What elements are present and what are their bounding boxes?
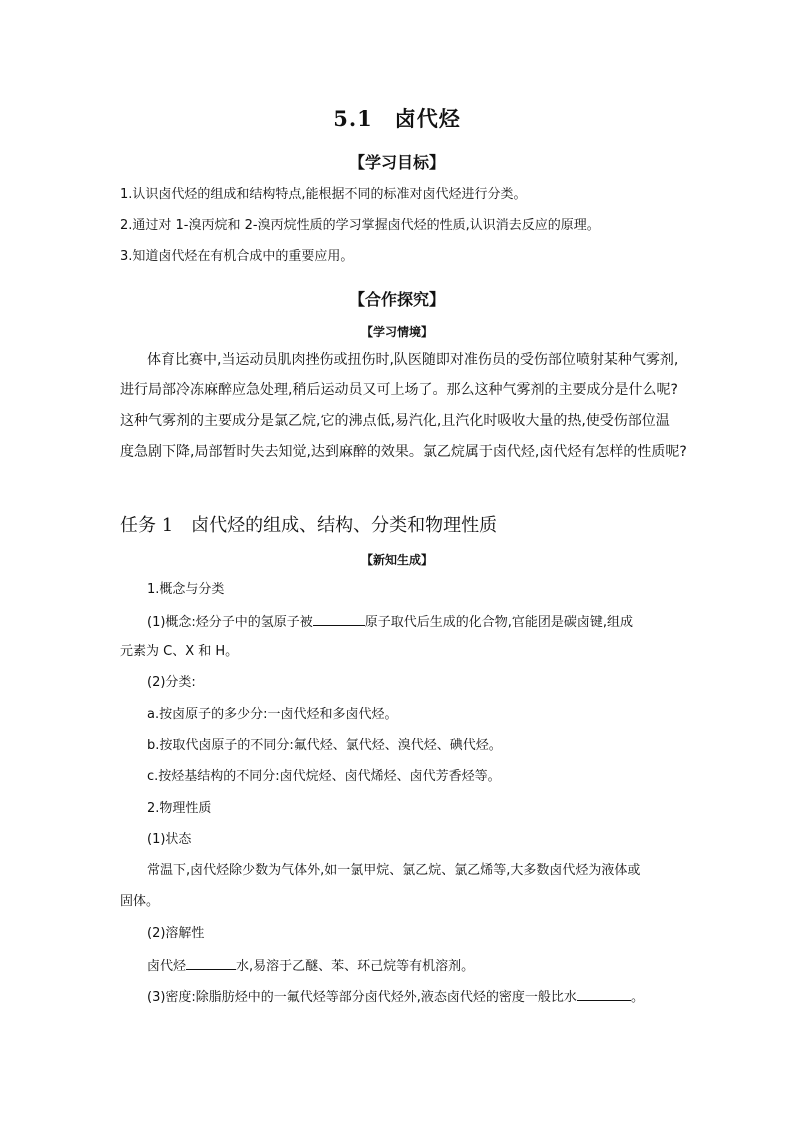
explore-heading: 【合作探究】 [348, 290, 445, 309]
situation-line-1: 体育比赛中,当运动员肌肉挫伤或扭伤时,队医随即对准伤员的受伤部位喷射某种气雾剂, [147, 352, 679, 368]
page-title: 5.1 卤代烃 [333, 106, 461, 131]
solubility-text-b: 水,易溶于乙醚、苯、环己烷等有机溶剂。 [236, 959, 475, 974]
concept-heading: 1.概念与分类 [147, 582, 225, 597]
situation-line-4: 度急剧下降,局部暂时失去知觉,达到麻醉的效果。氯乙烷属于卤代烃,卤代烃有怎样的性质呢? [120, 444, 687, 460]
concept-text-a: (1)概念:烃分子中的氢原子被 [147, 615, 313, 630]
goal-item-3: 3.知道卤代烃在有机合成中的重要应用。 [120, 249, 354, 264]
concept-line-2: 元素为 C、X 和 H。 [120, 644, 239, 659]
situation-line-3: 这种气雾剂的主要成分是氯乙烷,它的沸点低,易汽化,且汽化时吸收大量的热,使受伤部位温 [120, 413, 670, 429]
state-line-1: 常温下,卤代烃除少数为气体外,如一氯甲烷、氯乙烷、氯乙烯等,大多数卤代烃为液体或 [147, 863, 641, 878]
classify-item-a: a.按卤原子的多少分:一卤代烃和多卤代烃。 [147, 707, 398, 722]
density-text-b: 。 [630, 990, 644, 1005]
classify-item-c: c.按烃基结构的不同分:卤代烷烃、卤代烯烃、卤代芳香烃等。 [147, 769, 501, 784]
fill-blank-2[interactable] [186, 957, 236, 970]
state-line-2: 固体。 [120, 894, 160, 909]
solubility-line [147, 957, 474, 975]
classify-item-b: b.按取代卤原子的不同分:氟代烃、氯代烃、溴代烃、碘代烃。 [147, 738, 502, 753]
task1-heading: 任务 1 卤代烃的组成、结构、分类和物理性质 [120, 515, 498, 536]
physical-heading: 2.物理性质 [147, 801, 212, 816]
new-knowledge-heading: 【新知生成】 [360, 553, 433, 567]
concept-text-b: 原子取代后生成的化合物,官能团是碳卤键,组成 [364, 615, 634, 630]
goal-item-2: 2.通过对 1-溴丙烷和 2-溴丙烷性质的学习掌握卤代烃的性质,认识消去反应的原理。 [120, 218, 600, 233]
classify-heading: (2)分类: [147, 675, 196, 690]
density-line [147, 988, 644, 1006]
density-text-a: (3)密度:除脂肪烃中的一氟代烃等部分卤代烃外,液态卤代烃的密度一般比水 [147, 990, 577, 1005]
situation-heading: 【学习情境】 [360, 325, 433, 339]
goal-item-1: 1.认识卤代烃的组成和结构特点,能根据不同的标准对卤代烃进行分类。 [120, 187, 527, 202]
solubility-text-a: 卤代烃 [147, 959, 187, 974]
goals-heading: 【学习目标】 [348, 153, 445, 172]
concept-line-1 [147, 613, 633, 631]
state-heading: (1)状态 [147, 832, 192, 847]
fill-blank-1[interactable] [313, 613, 365, 626]
fill-blank-3[interactable] [577, 988, 631, 1001]
situation-line-2: 进行局部冷冻麻醉应急处理,稍后运动员又可上场了。那么这种气雾剂的主要成分是什么呢? [120, 382, 678, 398]
solubility-heading: (2)溶解性 [147, 926, 205, 941]
